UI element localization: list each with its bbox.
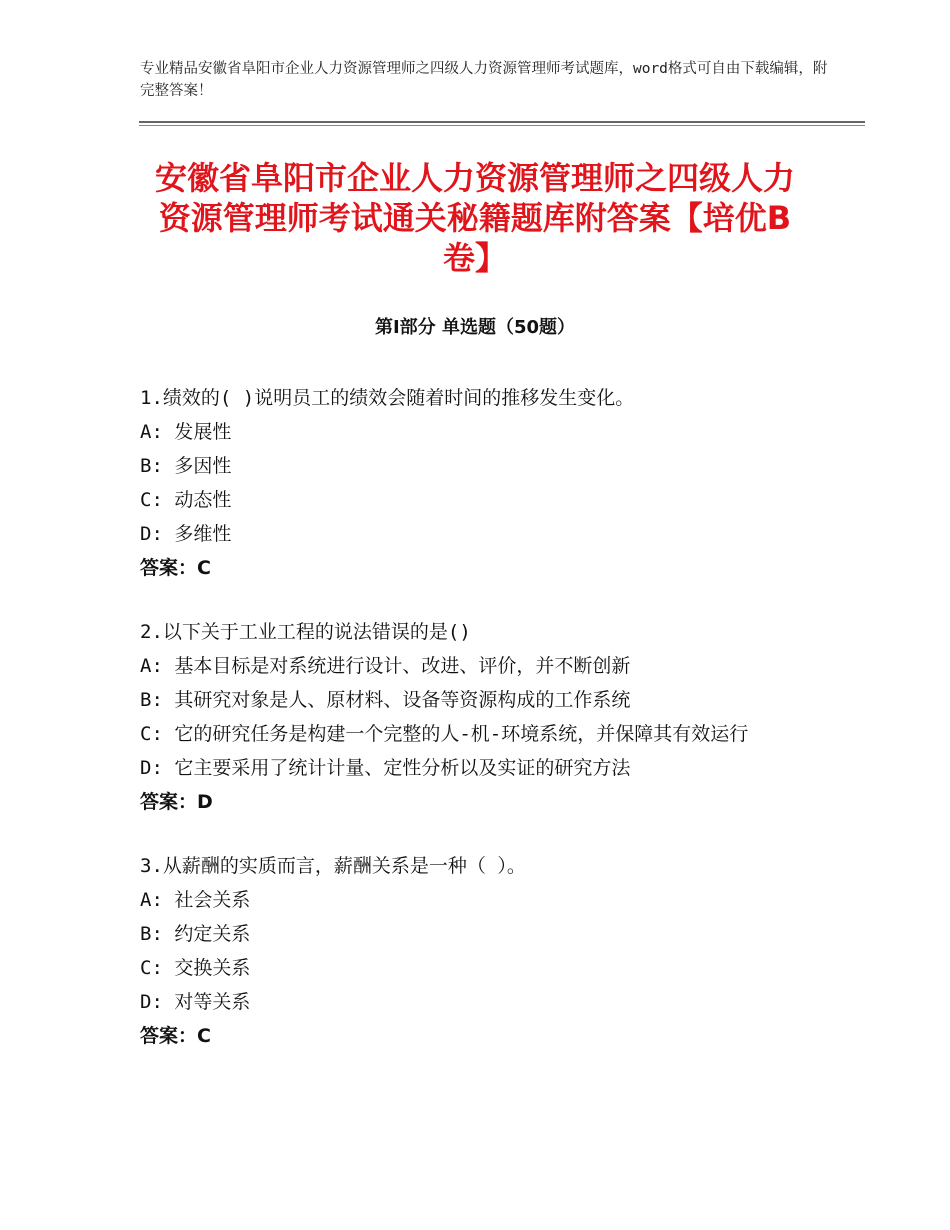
question-stem: 3.从薪酬的实质而言，薪酬关系是一种（ ）。	[140, 855, 526, 877]
question-3	[140, 849, 810, 1053]
question-stem: 2.以下关于工业工程的说法错误的是()	[140, 621, 471, 643]
header-note: 专业精品安徽省阜阳市企业人力资源管理师之四级人力资源管理师考试题库，word格式可自由下载编辑，附完整答案！	[140, 61, 828, 99]
question-2	[140, 615, 810, 819]
question-stem: 1.绩效的( )说明员工的绩效会随着时间的推移发生变化。	[140, 387, 635, 409]
answer: 答案：C	[140, 1025, 211, 1047]
option-c: C: 交换关系	[140, 957, 251, 979]
option-a: A: 社会关系	[140, 889, 251, 911]
option-c: C: 动态性	[140, 489, 232, 511]
option-b: B: 约定关系	[140, 923, 251, 945]
header-divider-thin	[139, 125, 865, 126]
answer: 答案：C	[140, 557, 211, 579]
section-title: 第Ⅰ部分 单选题（50题）	[374, 317, 575, 338]
option-d: D: 它主要采用了统计计量、定性分析以及实证的研究方法	[140, 757, 631, 779]
option-c: C: 它的研究任务是构建一个完整的人-机-环境系统，并保障其有效运行	[140, 723, 749, 745]
option-a: A: 发展性	[140, 421, 232, 443]
option-b: B: 其研究对象是人、原材料、设备等资源构成的工作系统	[140, 689, 631, 711]
question-list	[140, 381, 810, 1083]
header-divider-thick	[139, 121, 865, 123]
answer: 答案：D	[140, 791, 213, 813]
option-a: A: 基本目标是对系统进行设计、改进、评价，并不断创新	[140, 655, 631, 677]
option-b: B: 多因性	[140, 455, 232, 477]
option-d: D: 对等关系	[140, 991, 251, 1013]
question-1	[140, 381, 810, 585]
document-title: 安徽省阜阳市企业人力资源管理师之四级人力资源管理师考试通关秘籍题库附答案【培优B卷】	[154, 159, 795, 277]
option-d: D: 多维性	[140, 523, 232, 545]
